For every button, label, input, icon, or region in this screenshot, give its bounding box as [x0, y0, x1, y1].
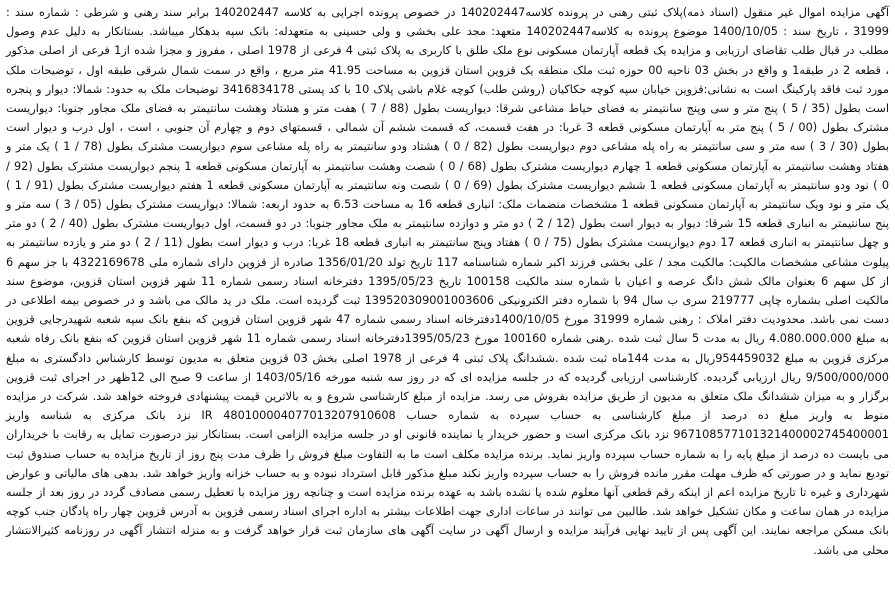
auction-notice-body: آگهی مزایده اموال غیر منقول (اسناد ذمه)پلاک ثبتی رهنی در پرونده کلاسه140202447 در خصوص پرونده اجرایی به کلاسه 140202447 برابر سند رهنی و شرطی : شماره سند : 31999 ، تاریخ سند : 1400/10/05 موضوع پرونده به کلاسه140202447 متعهد: مجد علی بخشی و ولی حسینی به متعهدله: بانک سپه بدهکار میباشد. بستانکار به دلیل عدم وصول مطلب در قبال طلب تقاضای ارزیابی و مزایده یک قطعه آپارتمان مسکونی نوع ملک طلق با کاربری به پلاک ثبتی 4 فرعی از 1978 اصلی ، مفروز و مجزا شده از1 فرعی از اصلی مذکور ، قطعه 2 در طبقه1 و واقع در بخش 03 ناحیه 00 حوزه ثبت ملک منطقه یک قزوین استان قزوین به مساحت 41.95 متر مربع ، واقع در سمت شمال شرقی طبقه اول ، توضیحات ملک مورد ثبت فاقد پارکینگ است به نشانی:قزوین خیابان سپه کوچه حکاکیان (روشن طلب) کوچه غلام باشی پلاک 10 با کد پستی 3416834178 توضیحات ملک به حدود: شمالا: دیوار و پنجره است بطول (35 / 5 ) پنج متر و سی وپنج سانتیمتر به فضای حیاط مشاعی شرقا: دیواریست بطول (88 / 7 ) هفت متر و هشتاد وهشت سانتیمتر به فضای ملک مجاور جنوبا: دیواریست مشترک بطول (00 / 5 ) پنج متر به آپارتمان مسکونی قطعه 3 غربا: در هفت قسمت، که قسمت ششم آن شمالی ، قسمتهای دوم و چهارم آن جنوبی ، است ، اول درب و دیوار است بطول (30 / 3 ) سه متر و سی سانتیمتر به راه پله مشاعی دوم دیواریست بطول (82 / 0 ) هشتاد ودو سانتیمتر به راه پله مشاعی سوم دیواریست مشترک بطول (78 / 1 ) یک متر و هفتاد وهشت سانتیمتر به آپارتمان مسکونی قطعه 1 چهارم دیواریست مشترک بطول (68 / 0 ) شصت وهشت سانتیمتر به آپارتمان مسکونی قطعه 1 پنجم دیواریست مشترک بطول (92 / 0 ) نود ودو سانتیمتر به آپارتمان مسکونی قطعه 1 ششم دیواریست مشترک بطول (69 / 0 ) شصت ونه سانتیمتر به آپارتمان مسکونی قطعه 1 هفتم دیواریست مشترک بطول (91 / 1 ) یک متر و نود ویک سانتیمتر به آپارتمان مسکونی قطعه 1 مشخصات منضمات ملک: انباری قطعه 16 به مساحت 6.53 به حدود اربعه: شمالا: دیواریست مشترک بطول (05 / 3 ) سه متر و پنج سانتیمتر به انباری قطعه 15 شرقا: دیوار به دیوار است بطول (12 / 2 ) دو متر و دوازده سانتیمتر به ملک مجاور جنوبا: در دو قسمت، اول دیواریست مشترک بطول (40 / 2 ) دو متر و چهل سانتیمتر به انباری قطعه 17 دوم دیواریست مشترک بطول (75 / 0 ) هفتاد وپنج سانتیمتر به انباری قطعه 18 غربا: درب و دیوار است بطول (11 / 2 ) دو متر و یازده سانتیمتر به پیلوت مشاعی مشخصات مالکیت: مالکیت مجد / علی بخشی فرزند اکبر شماره شناسنامه 117 تاریخ تولد 1356/01/20 صادره از قزوین دارای شماره ملی 4322169678 با جز سهم 6 از کل سهم 6 بعنوان مالک شش دانگ عرصه و اعیان با شماره سند مالکیت 100158 تاریخ 1395/05/23 دفترخانه اسناد رسمی شماره 11 شهر قزوین استان قزوین، موضوع سند مالکیت اصلی بشماره چاپی 219777 سری ب سال 94 با شماره دفتر الکترونیکی 139520309001003606 ثبت گردیده است. ملک در ید مالک می باشد و در خصوص بیمه اطلاعی در دست نمی باشد. محدودیت دفتر املاک : رهنی شماره 31999 مورخ 1400/10/05دفترخانه اسناد رسمی شماره 47 شهر قزوین استان قزوین که بنفع بانک سپه شعبه شهیدرجایی قزوین به مبلغ 4.080.000.000 ریال به مدت 5 سال ثبت شده .رهنی شماره 100160 مورخ 1395/05/23دفترخانه اسناد رسمی شماره 11 شهر قزوین استان قزوین که بنفع بانک رفاه شعبه مرکزی قزوین به مبلغ 954459032ریال به مدت 144ماه ثبت شده .ششدانگ پلاک ثبتی 4 فرعی از 1978 اصلی بخش 03 قزوین متعلق به مدیون توسط کارشناس دادگستری به مبلغ 9/500/000/000 ریال ارزیابی گردیده. کارشناسی ارزیابی گردیده که در جلسه مزایده ای که در روز سه شنبه مورخه 1403/05/16 از ساعت 9 صبح الی 12ظهر در اجرای ثبت قزوین برگزار و به میزان ششدانگ ملک متعلق به مدیون از طریق مزایده بفروش می رسد. مزایده از مبلغ کارشناسی شروع و به بالاترین قیمت پیشنهادی فروخته خواهد شد. شرکت در مزایده منوط به واریز مبلغ ده درصد از مبلغ کارشناسی به حساب سپرده به شماره حساب IR 480100004077013207910608 نزد بانک مرکزی به شناسه واریز 967108577101321400002745400001 نزد بانک مرکزی است و حضور خریدار یا نماینده قانونی او در جلسه مزایده الزامی است. بستانکار نیز درصورت تمایل به رقابت با خریداران می بایست ده درصد از مبلغ پایه را به شماره حساب سپرده واریز نماید. برنده مزایده مکلف است ما به التفاوت مبلغ فروش را ظرف مدت پنج روز از تاریخ مزایده به حساب صندوق ثبت تودیع نماید و در صورتی که ظرف مهلت مقرر مانده فروش را به حساب سپرده واریز نکند مبلغ مذکور قابل استرداد نبوده و به حساب خزانه واریز خواهد شد. بدهی های مالیاتی و عوارض شهرداری و غیره تا تاریخ مزایده اعم از اینکه رقم قطعی آنها معلوم شده یا نشده باشد به عهده برنده مزایده است و چنانچه روز مزایده با تعطیل رسمی مصادف گردد در روز بعد از جلسه مزایده در همان ساعت و مکان تشکیل خواهد شد. طالبین می توانند در ساعات اداری جهت اطلاعات بیشتر به اداره اجرای اسناد رسمی قزوین به آدرس قزوین چهار راه پادگان جنب کوچه بانک مسکن مراجعه نمایند. این آگهی پس از تایید نهایی فرآیند مزایده و ارسال آگهی در سایت آگهی های سازمان ثبت قرار خواهد گرفت و به منزله انتشار آگهی در روزنامه کثیرالانتشار محلی می باشد.	[6, 6, 890, 557]
